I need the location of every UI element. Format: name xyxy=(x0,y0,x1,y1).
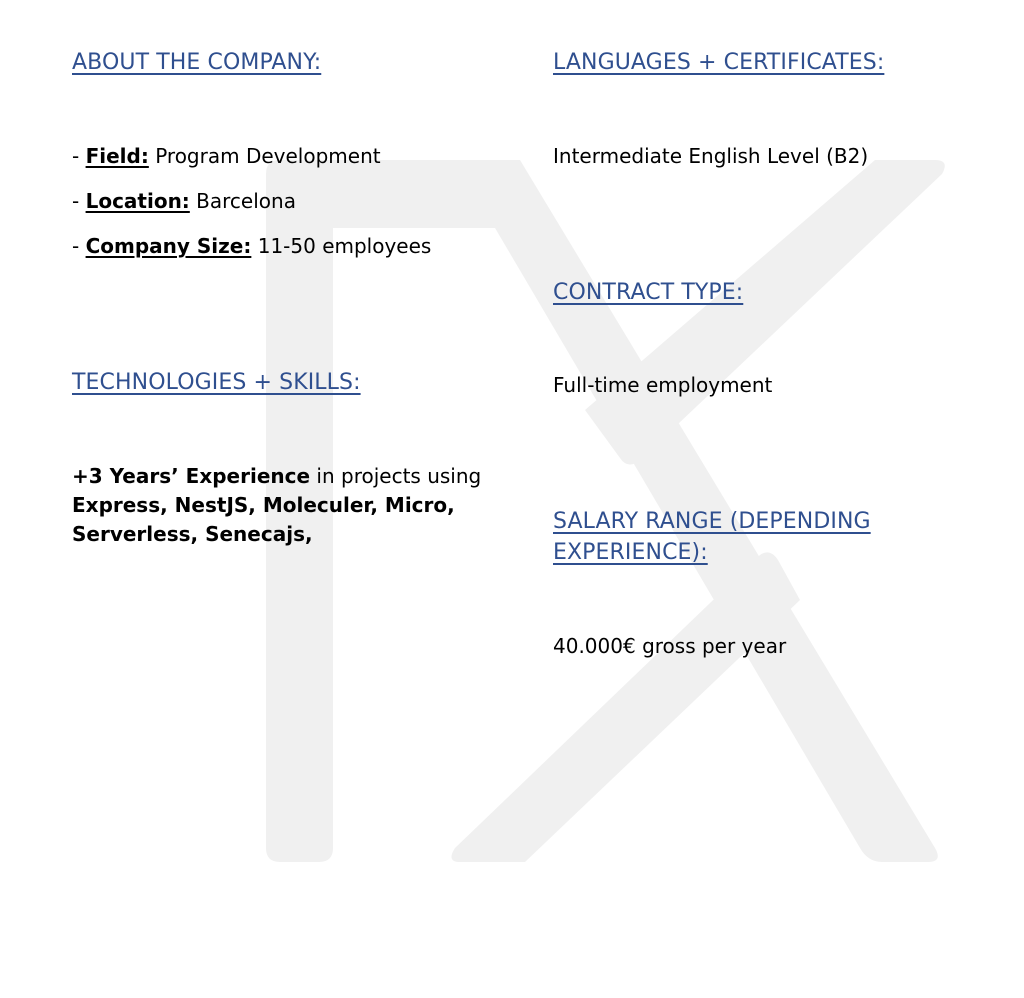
technologies-text xyxy=(72,462,512,549)
contract-type-text: Full-time employment xyxy=(553,373,773,397)
field-value: Program Development xyxy=(155,144,381,168)
experience-rest: in projects using xyxy=(316,464,482,488)
company-size-item: - Company Size: 11-50 employees xyxy=(72,234,432,258)
location-label: Location: xyxy=(85,189,190,213)
languages-heading: LANGUAGES + CERTIFICATES: xyxy=(553,50,885,75)
languages-text: Intermediate English Level (B2) xyxy=(553,144,869,168)
about-company-heading: ABOUT THE COMPANY: xyxy=(72,50,322,75)
salary-text: 40.000€ gross per year xyxy=(553,634,787,658)
experience-years: +3 Years’ Experience xyxy=(72,464,311,488)
location-value: Barcelona xyxy=(196,189,296,213)
tech-stack: Express, NestJS, Moleculer, Micro, Serverless, Senecajs, xyxy=(72,493,455,546)
company-size-value: 11-50 employees xyxy=(257,234,432,258)
field-item: - Field: Program Development xyxy=(72,144,381,168)
location-item: - Location: Barcelona xyxy=(72,189,296,213)
salary-heading-line1: SALARY RANGE (DEPENDING xyxy=(553,509,871,534)
field-label: Field: xyxy=(85,144,149,168)
technologies-heading: TECHNOLOGIES + SKILLS: xyxy=(72,370,361,395)
contract-type-heading: CONTRACT TYPE: xyxy=(553,280,744,305)
company-size-label: Company Size: xyxy=(85,234,252,258)
salary-heading-line2: EXPERIENCE): xyxy=(553,540,708,565)
